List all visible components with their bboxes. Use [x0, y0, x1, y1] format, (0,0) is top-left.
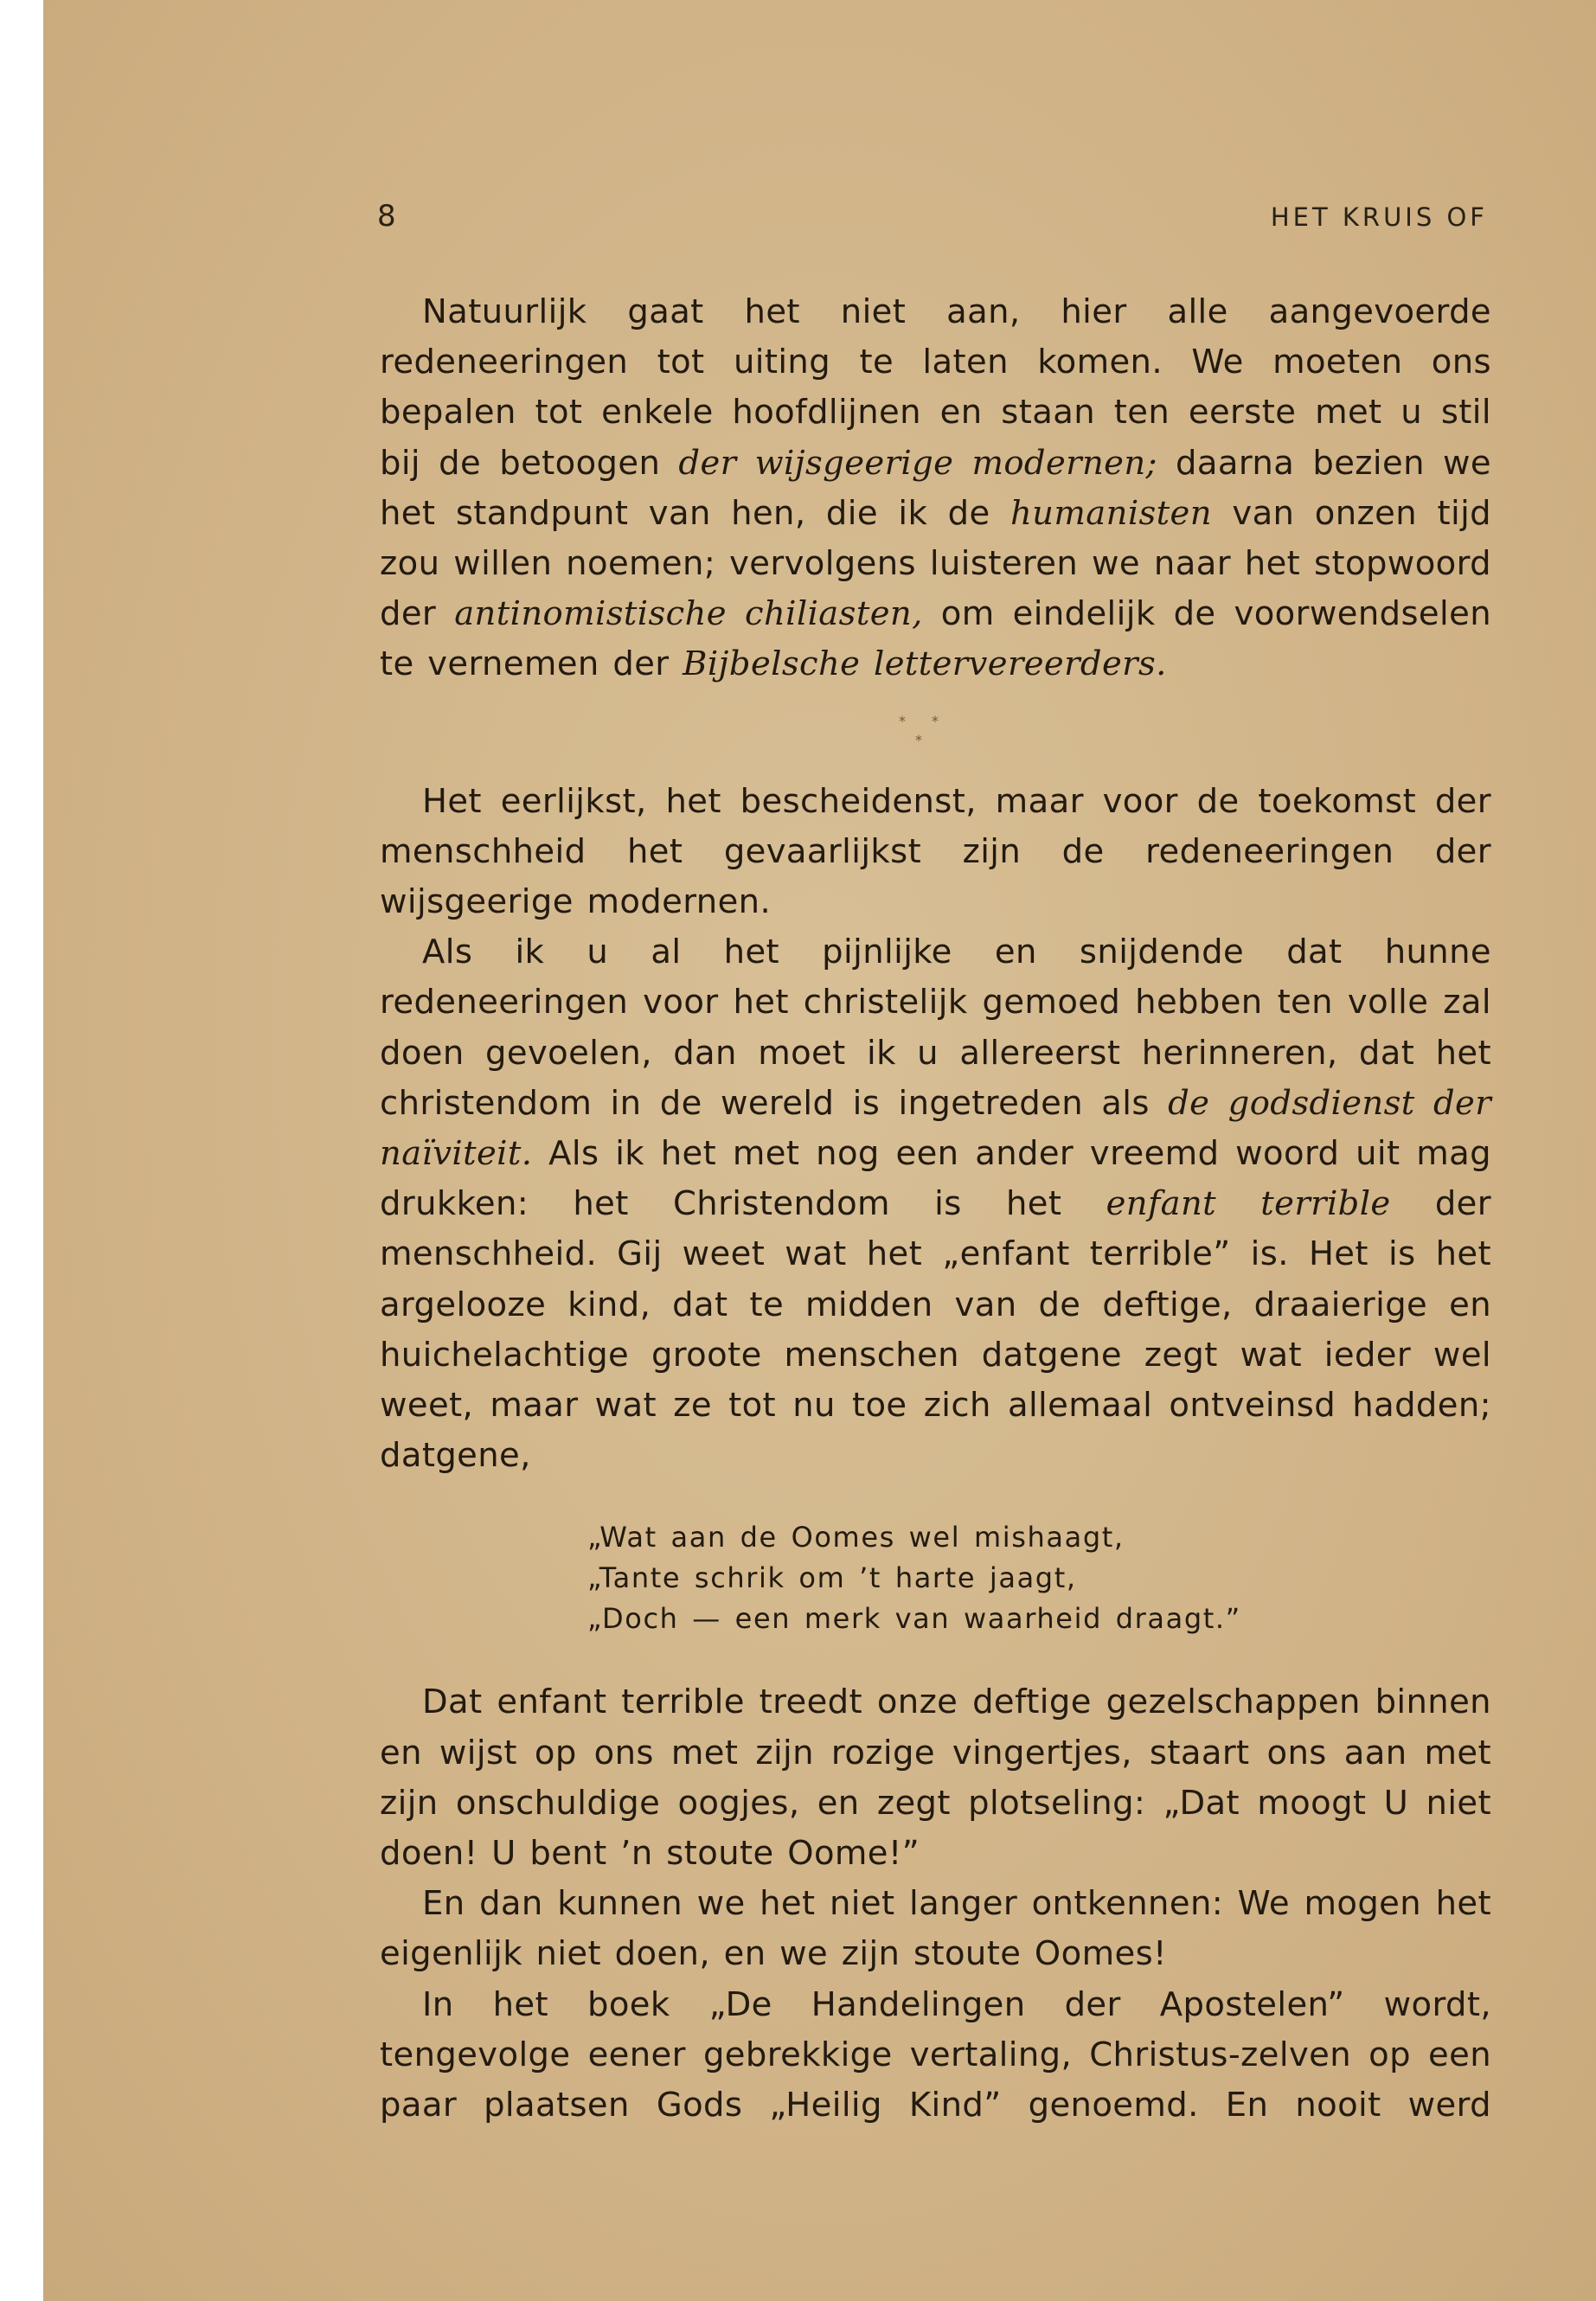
paragraph: In het boek „De Handelingen der Apostelen” wordt, tengevolge eener gebrekkige vertaling, Christus-zelven op een paar plaatsen Gods „Heilig Kind” genoemd. En nooit werd: [380, 1984, 1491, 2125]
text-run: van onzen tijd zou willen noemen; vervolgens luisteren we naar het stopwoord der: [380, 493, 1492, 634]
book-page: [43, 0, 1596, 2301]
paragraph: Het eerlijkst, het bescheidenst, maar voor de toekomst der menschheid het gevaarlijkst zijn de redeneeringen der wijsgeerige modernen.: [380, 781, 1491, 922]
page-number: 8: [377, 199, 396, 234]
italic-term: Bijbelsche lettervereerders.: [683, 644, 1167, 684]
text-run: Natuurlijk gaat het niet aan, hier alle aangevoerde redeneeringen tot uiting te laten komen. We moeten ons bepalen tot enkele hoofdlijnen en staan ten eerste met u stil bij de betoogen: [380, 292, 1491, 483]
paragraph: Dat enfant terrible treedt onze deftige gezelschappen binnen en wijst op ons met zijn rozige vingertjes, staart ons aan met zijn onschuldige oogjes, en zegt plotseling: „Dat moogt U niet doen! U bent ’n stoute Oome!”: [380, 1682, 1491, 1874]
italic-term: enfant terrible: [1106, 1184, 1391, 1224]
text-run: Als ik het met nog een ander vreemd woord uit mag drukken: het Christendom is het: [380, 1134, 1491, 1224]
asterism-star: *: [932, 712, 939, 729]
italic-term: der wijsgeerige modernen;: [678, 443, 1157, 483]
poem-line: „Wat aan de Oomes wel mishaagt,: [587, 1521, 1125, 1554]
asterism-star: *: [915, 731, 923, 748]
text-run: om eindelijk de voorwendselen te vernemen der: [380, 594, 1492, 684]
body-text: [380, 287, 1491, 2131]
poem-line: „Doch — een merk van waarheid draagt.”: [587, 1602, 1241, 1636]
text-run: Als ik u al het pijnlijke en snijdende dat hunne redeneeringen voor het christelijk gemoed hebben ten volle zal doen gevoelen, dan moet ik u allereerst herinneren, dat het christendom in de wereld is ingetreden als: [380, 933, 1491, 1123]
text-run: daarna bezien we het standpunt van hen, die ik de: [380, 443, 1491, 533]
italic-term: antinomistische chiliasten,: [454, 594, 923, 634]
italic-term: de godsdienst der naïviteit.: [380, 1083, 1491, 1174]
paragraph-intro: [380, 287, 1491, 690]
asterism-separator: [380, 690, 1491, 777]
asterism-star: *: [899, 712, 907, 729]
running-head: [337, 199, 1488, 234]
running-title: HET KRUIS OF: [1270, 202, 1488, 232]
paragraph: [380, 927, 1491, 1481]
italic-term: humanisten: [1010, 493, 1212, 533]
text-run: der menschheid. Gij weet wat het „enfant terrible” is. Het is het argelooze kind, dat te midden van de deftige, draaierige en huichelachtige groote menschen datgene zegt wat ieder wel weet, maar wat ze tot nu toe zich allemaal ontveinsd hadden; datgene,: [380, 1184, 1491, 1476]
poem-line: „Tante schrik om ’t harte jaagt,: [587, 1561, 1077, 1595]
paragraph: En dan kunnen we het niet langer ontkennen: We mogen het eigenlijk niet doen, en we zijn stoute Oomes!: [380, 1884, 1491, 1974]
poem-quote: [587, 1517, 1491, 1639]
